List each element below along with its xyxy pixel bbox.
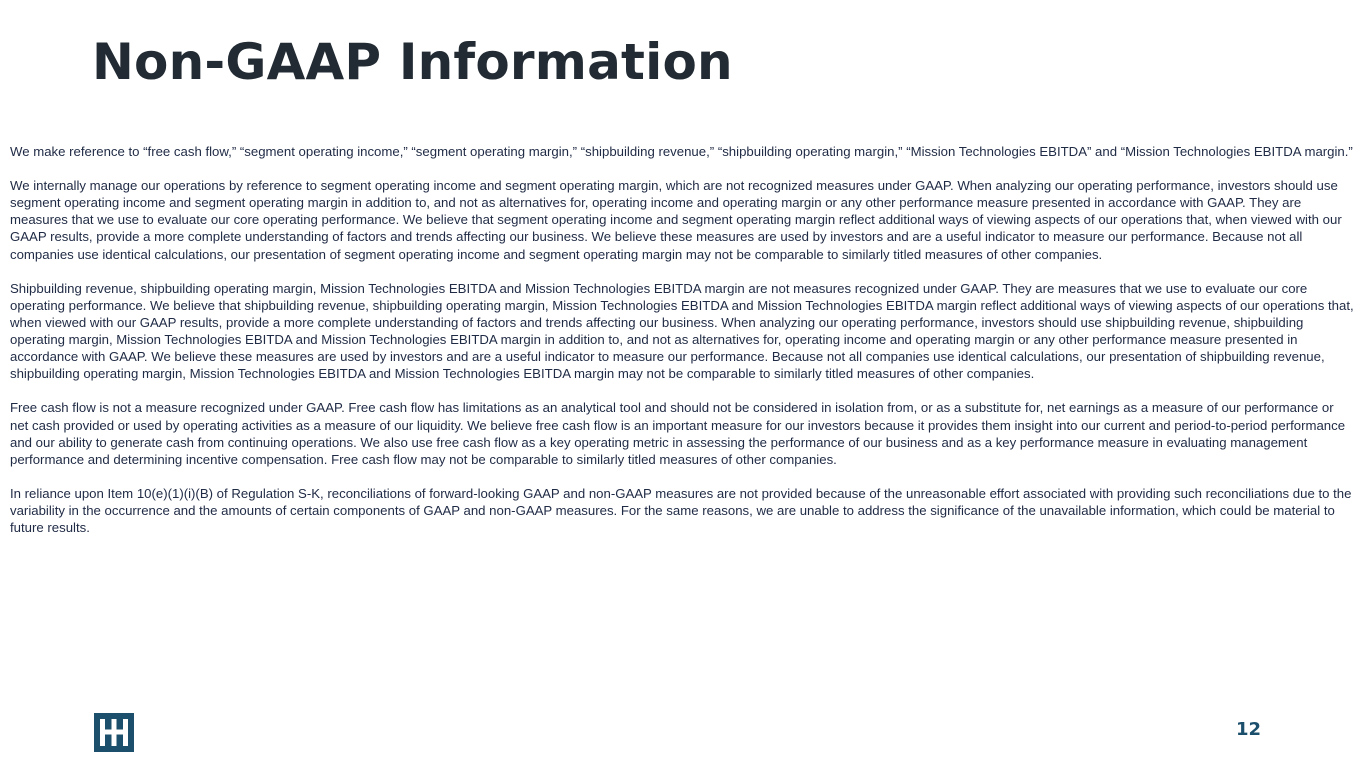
paragraph-shipbuilding-revenue: Shipbuilding revenue, shipbuilding operating margin, Mission Technologies EBITDA and Mission Technologies EBITDA margin are not measures recognized under GAAP. They are measures that we use to evaluate our core operating performance. We believe that shipbuilding revenue, shipbuilding operating margin, Mission Technologies EBITDA and Mission Technologies EBITDA margin reflect additional ways of viewing aspects of our operations that, when viewed with our GAAP results, provide a more complete understanding of factors and trends affecting our business. When analyzing our operating performance, investors should use shipbuilding revenue, shipbuilding operating margin, Mission Technologies EBITDA and Mission Technologies EBITDA margin in addition to, and not as alternatives for, operating income and operating margin or any other performance measure presented in accordance with GAAP. We believe these measures are used by investors and are a useful indicator to measure our performance. Because not all companies use identical calculations, our presentation of shipbuilding revenue, shipbuilding operating margin, Mission Technologies EBITDA and Mission Technologies EBITDA margin may not be comparable to similarly titled measures of other companies. xyxy=(10,280,1354,382)
slide-title: Non-GAAP Information xyxy=(92,33,733,91)
paragraph-non-gaap-references: We make reference to “free cash flow,” “segment operating income,” “segment operating margin,” “shipbuilding revenue,” “shipbuilding operating margin,” “Mission Technologies EBITDA” and “Mission Technologies EBITDA margin.” xyxy=(10,144,1353,159)
page-number: 12 xyxy=(1235,719,1261,740)
paragraph-segment-operating-income: We internally manage our operations by reference to segment operating income and segment operating margin, which are not recognized measures under GAAP. When analyzing our operating performance, investors should use segment operating income and segment operating margin in addition to, and not as alternatives for, operating income and operating margin or any other performance measure presented in accordance with GAAP. They are measures that we use to evaluate our core operating performance. We believe that segment operating income and segment operating margin reflect additional ways of viewing aspects of our operations that, when viewed with our GAAP results, provide a more complete understanding of factors and trends affecting our business. We believe these measures are used by investors and are a useful indicator to measure our performance. Because not all companies use identical calculations, our presentation of segment operating income and segment operating margin may not be comparable to similarly titled measures of other companies. xyxy=(10,178,1342,262)
paragraph-free-cash-flow: Free cash flow is not a measure recognized under GAAP. Free cash flow has limitations as an analytical tool and should not be considered in isolation from, or as a substitute for, net earnings as a measure of our performance or net cash provided or used by operating activities as a measure of our liquidity. We believe free cash flow is an important measure for our investors because it provides them insight into our current and period-to-period performance and our ability to generate cash from continuing operations. We also use free cash flow as a key operating metric in assessing the performance of our business and as a key performance measure in evaluating management performance and determining incentive compensation. Free cash flow may not be comparable to similarly titled measures of other companies. xyxy=(10,400,1346,467)
body-text xyxy=(10,143,1355,553)
hii-logo-icon xyxy=(94,713,134,752)
paragraph-regulation-sk: In reliance upon Item 10(e)(1)(i)(B) of Regulation S-K, reconciliations of forward-looking GAAP and non-GAAP measures are not provided because of the unreasonable effort associated with providing such reconciliations due to the variability in the occurrence and the amounts of certain components of GAAP and non-GAAP measures. For the same reasons, we are unable to address the significance of the unavailable information, which could be material to future results. xyxy=(10,485,1352,536)
